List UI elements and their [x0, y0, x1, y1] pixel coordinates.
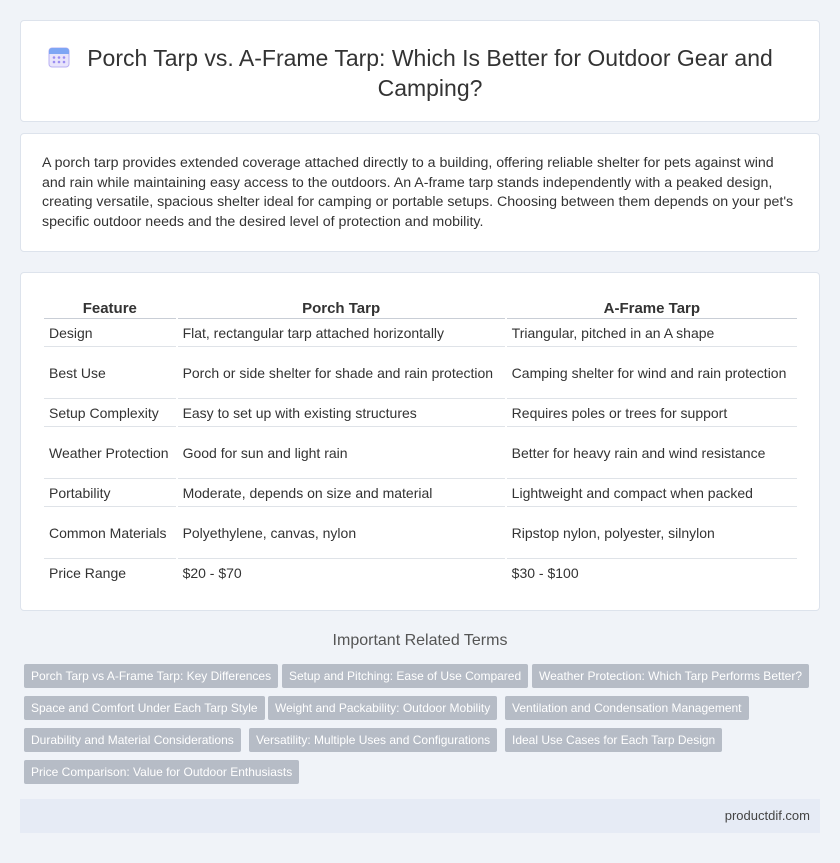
intro-card [20, 133, 820, 252]
related-tag[interactable]: Durability and Material Considerations [24, 728, 241, 752]
related-tag[interactable]: Setup and Pitching: Ease of Use Compared [282, 664, 528, 688]
table-cell-feature: Best Use [44, 347, 176, 399]
table-cell-feature: Design [44, 319, 176, 347]
table-row [44, 319, 797, 347]
table-cell-porch: $20 - $70 [182, 565, 242, 581]
table-header-row [44, 295, 797, 319]
column-header-a-frame-tarp: A-Frame Tarp [507, 295, 797, 319]
table-cell-aframe: Better for heavy rain and wind resistance [507, 427, 797, 479]
comparison-table [42, 295, 799, 587]
related-tag[interactable]: Versatility: Multiple Uses and Configurations [249, 728, 497, 752]
table-row [44, 507, 797, 559]
table-cell-porch: Polyethylene, canvas, nylon [178, 507, 505, 559]
table-row [44, 559, 797, 587]
related-tag[interactable]: Weight and Packability: Outdoor Mobility [268, 696, 497, 720]
intro-paragraph: A porch tarp provides extended coverage attached directly to a building, offering reliable shelter for pets against wind and rain while maintaining easy access to the outdoors. An A-frame tarp stands independently with a peaked design, creating versatile, spacious shelter ideal for camping or portable setups. Choosing between them depends on your pet's specific outdoor needs and the desired level of protection and mobility. [42, 155, 794, 230]
table-cell-aframe: Triangular, pitched in an A shape [507, 319, 797, 347]
table-cell-aframe: Lightweight and compact when packed [507, 479, 797, 507]
related-tag[interactable]: Ideal Use Cases for Each Tarp Design [505, 728, 722, 752]
table-row [44, 347, 797, 399]
related-tag[interactable]: Weather Protection: Which Tarp Performs Better? [532, 664, 809, 688]
related-tag[interactable]: Price Comparison: Value for Outdoor Enthusiasts [24, 760, 299, 784]
table-row [44, 479, 797, 507]
table-cell-feature: Common Materials [44, 507, 176, 559]
table-cell-feature: Weather Protection [44, 427, 176, 479]
title-card [20, 20, 820, 122]
related-tag[interactable]: Ventilation and Condensation Management [505, 696, 749, 720]
table-cell-aframe: $30 - $100 [511, 565, 579, 581]
table-cell-feature: Price Range [49, 565, 127, 581]
column-header-porch-tarp: Porch Tarp [178, 295, 505, 319]
table-cell-porch: Easy to set up with existing structures [178, 399, 505, 427]
related-tag[interactable]: Porch Tarp vs A-Frame Tarp: Key Differences [24, 664, 278, 688]
table-cell-porch: Porch or side shelter for shade and rain protection [178, 347, 505, 399]
footer-site-link[interactable]: productdif.com [724, 808, 810, 823]
table-cell-feature: Portability [44, 479, 176, 507]
table-cell-feature: Setup Complexity [44, 399, 176, 427]
page-title: Porch Tarp vs. A-Frame Tarp: Which Is Better for Outdoor Gear and Camping? [87, 45, 773, 101]
column-header-feature: Feature [44, 295, 176, 319]
footer [20, 799, 820, 833]
related-terms-title: Important Related Terms [332, 632, 508, 649]
related-tag[interactable]: Space and Comfort Under Each Tarp Style [24, 696, 265, 720]
table-cell-porch: Flat, rectangular tarp attached horizontally [178, 319, 505, 347]
table-cell-aframe: Camping shelter for wind and rain protection [507, 347, 797, 399]
table-cell-porch: Moderate, depends on size and material [178, 479, 505, 507]
table-row [44, 427, 797, 479]
comparison-table-card [20, 272, 820, 611]
table-cell-porch: Good for sun and light rain [178, 427, 505, 479]
table-cell-aframe: Ripstop nylon, polyester, silnylon [507, 507, 797, 559]
table-row [44, 399, 797, 427]
table-cell-aframe: Requires poles or trees for support [507, 399, 797, 427]
